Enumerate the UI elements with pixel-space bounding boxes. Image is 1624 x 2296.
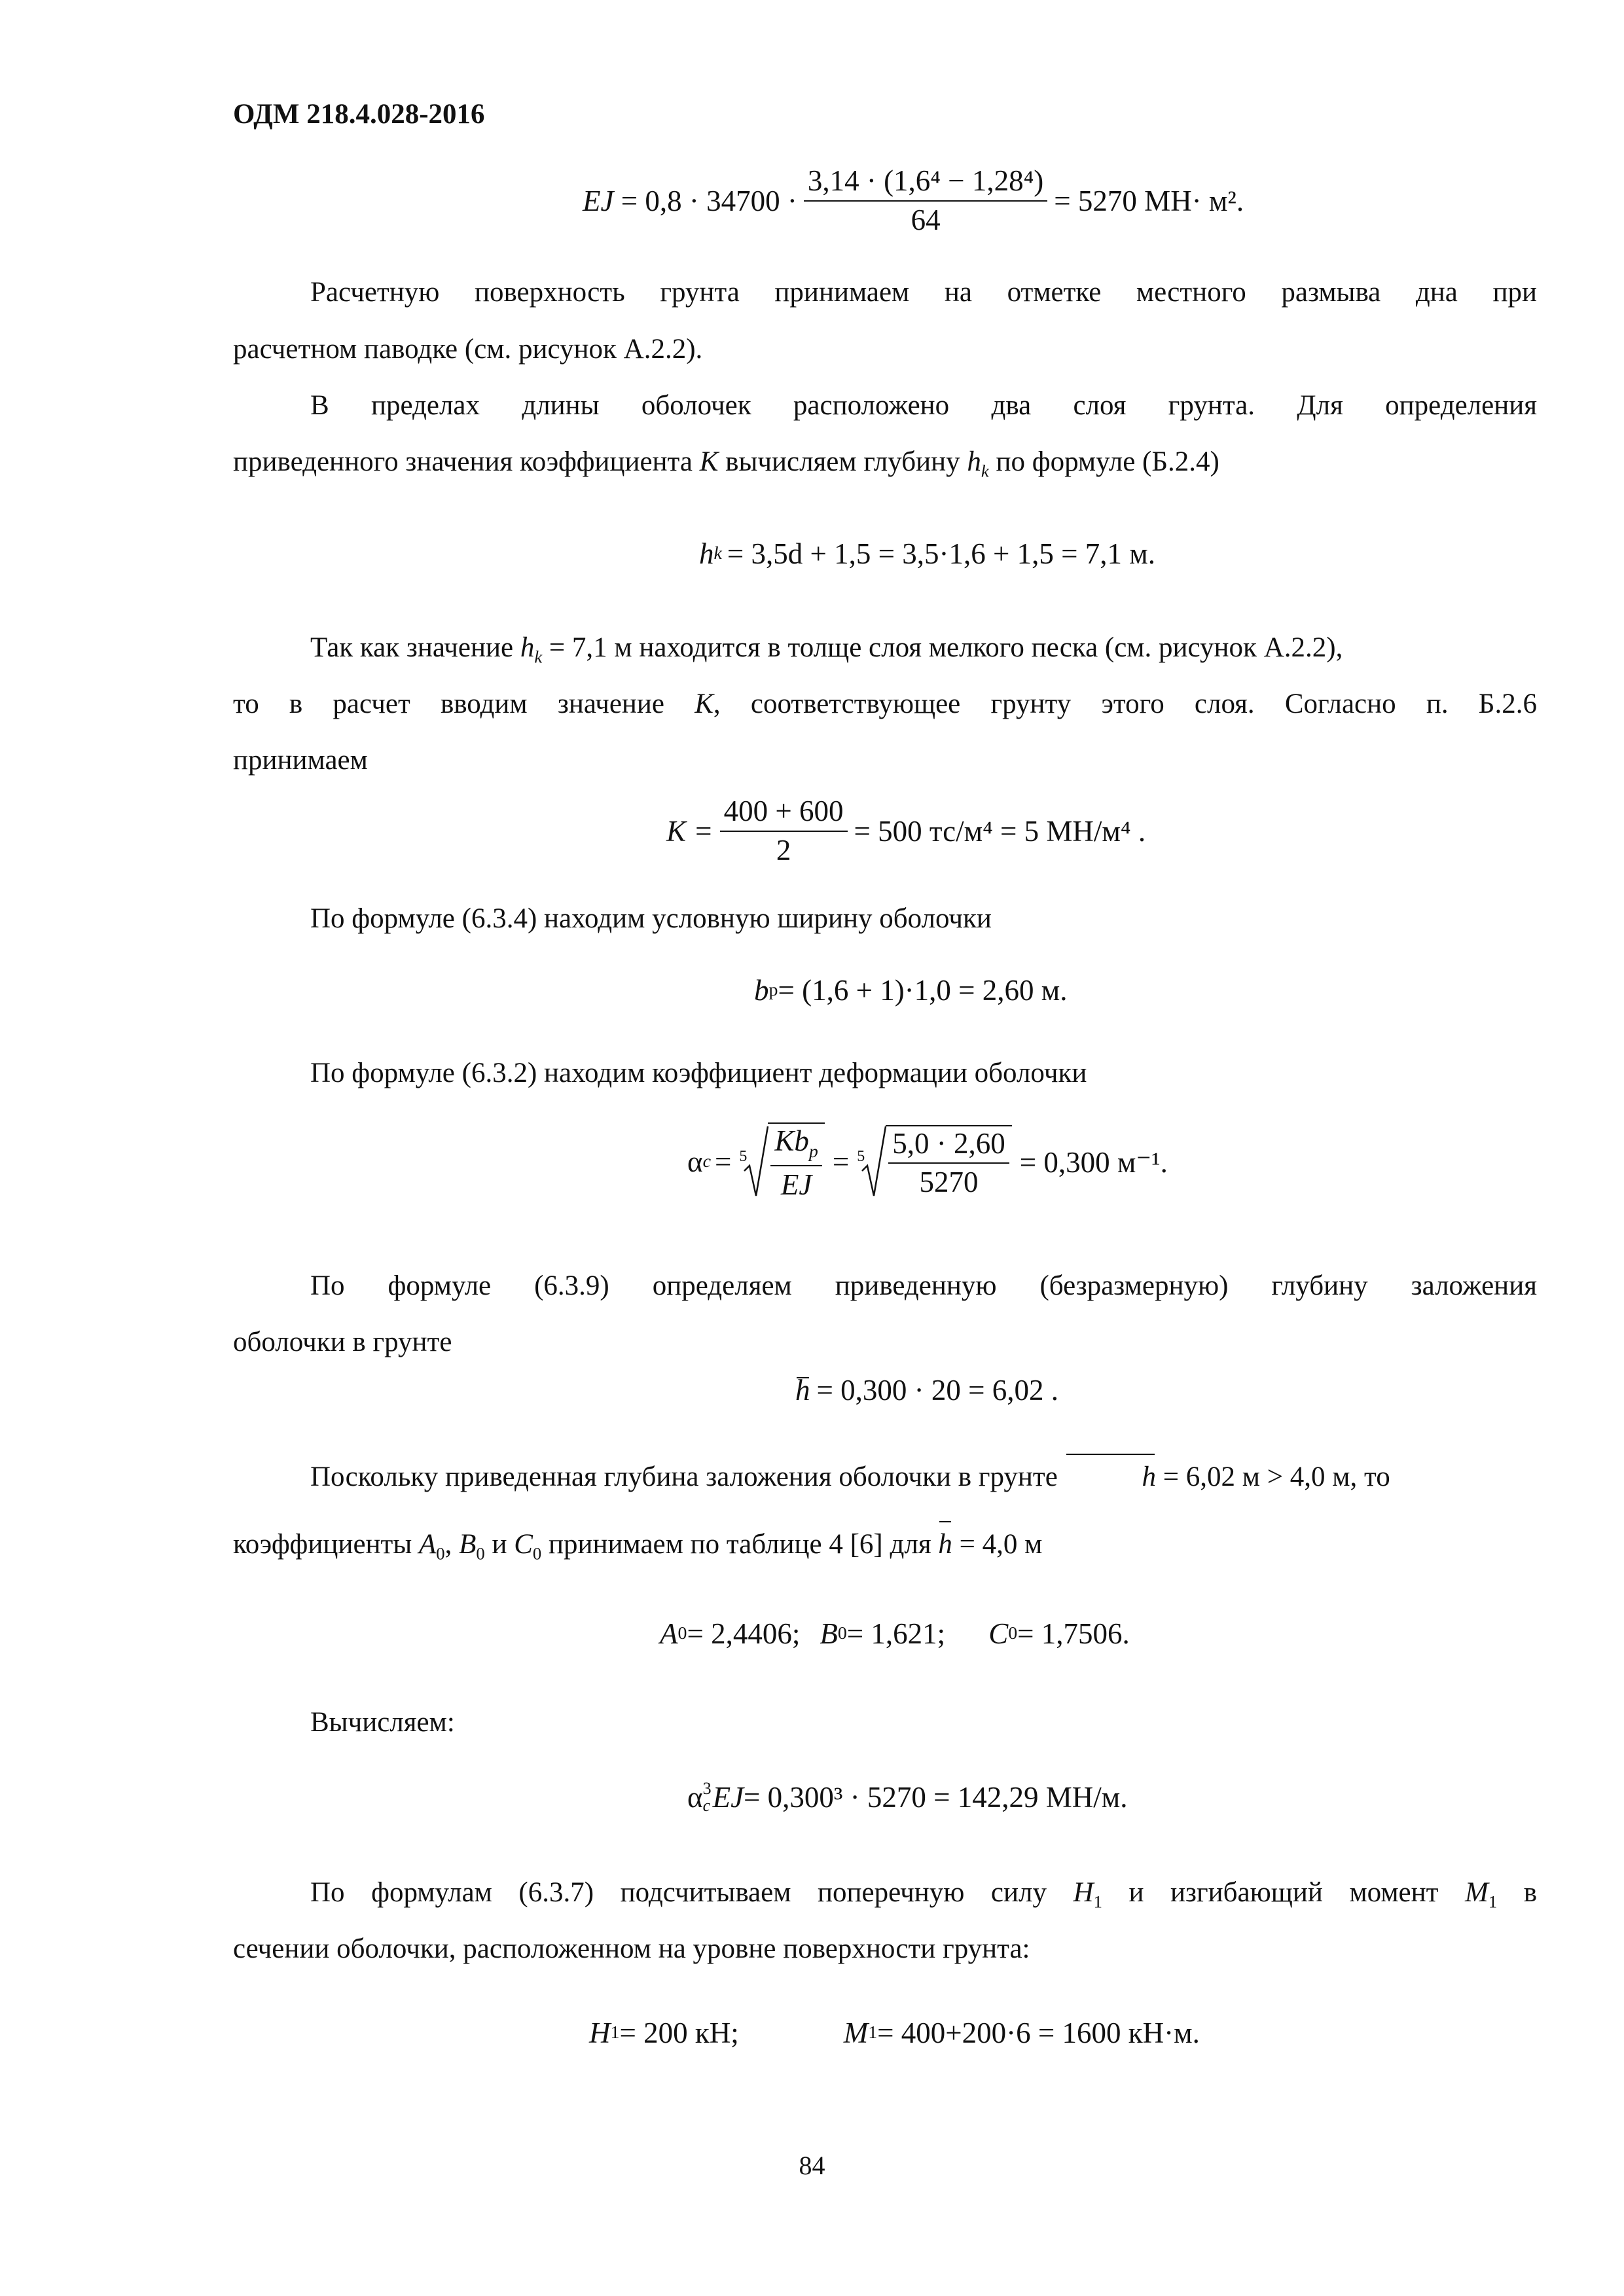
coef-b-symbol: B [820,1617,838,1650]
para3-line3: принимаем [233,745,368,776]
eq-a3-rhs: = 0,300³ · 5270 = 142,29 МН/м. [744,1781,1128,1814]
eq-k-numerator: 400 + 600 [720,795,848,832]
para7-symbol-hbar: h [1065,1450,1157,1504]
equation-coefficients [660,1617,1130,1651]
eq-alpha-root-index-2: 5 [857,1147,865,1165]
eq-h1-symbol: H [589,2017,611,2049]
page-number: 84 [799,2151,825,2180]
para2-line1: В пределах длины оболочек расположено два слоя грунта. Для определения [310,390,1537,421]
para9-sub-h: 1 [1093,1892,1102,1912]
para3-text-b: = 7,1 м находится в толще слоя мелкого песка (см. рисунок А.2.2), [542,632,1343,663]
eq-alpha-kb-sub: p [808,1141,818,1162]
eq-h1-sub: 1 [610,2022,620,2043]
para7-symbol-b: B [459,1529,477,1560]
eq-alpha-rhs: = 0,300 м⁻¹. [1019,1145,1168,1179]
para9-symbol-m: M [1465,1877,1489,1908]
para3-symbol-k: K [695,689,713,719]
para6-line2: оболочки в грунте [233,1327,452,1357]
para9-text-a: По формулам (6.3.7) подсчитываем поперечную силу [310,1877,1074,1908]
para7-text-d: , [444,1529,460,1560]
para9-text-c: в [1497,1877,1538,1908]
para9-sub-m: 1 [1488,1892,1498,1912]
coef-a-symbol: A [660,1617,678,1650]
eq-alpha-kb: Kb [774,1124,809,1157]
para2-text-a: приведенного значения коэффициента [233,446,700,477]
para7-symbol-c: C [514,1529,533,1560]
para2-symbol-h-sub: k [981,461,989,481]
coef-c-symbol: C [988,1617,1009,1650]
eq-alpha-denominator-1: EJ [780,1168,812,1201]
para3-text-c: то в расчет вводим значение [233,689,695,719]
para7-line2 [233,1517,1537,1581]
equation-hk [699,537,1155,571]
para3-text-d: , соответствующее грунту этого слоя. Согласно п. Б.2.6 [713,689,1537,719]
para3-line1 [233,620,1537,685]
eq-alpha-under-2 [886,1125,1012,1199]
eq-alpha-radical-2 [857,1125,1012,1199]
para5: По формуле (6.3.2) находим коэффициент деформации оболочки [310,1058,1087,1088]
radical-sign-icon [743,1125,769,1198]
eq-alpha-under-1 [768,1122,824,1201]
document-header: ОДМ 218.4.028-2016 [233,99,485,130]
equation-alpha: α c = 5 $\frac{Kb_p}{EJ}$ = 5 $\frac{5,0 \cdot 2,60}{5270}$ = 0,300 м⁻¹. [687,1122,1168,1201]
eq-alpha-denominator-2: 5270 [919,1166,979,1199]
para9-line2: сечении оболочки, расположенном на уровне поверхности грунта: [233,1933,1030,1964]
para6-line1: По формуле (6.3.9) определяем приведенную (безразмерную) глубину заложения [310,1270,1537,1301]
eq-m1-symbol: M [843,2017,869,2049]
para2-text-c: по формуле (Б.2.4) [988,446,1219,477]
eq-hbar-rhs: = 0,300 · 20 = 6,02 . [816,1374,1058,1407]
para7-text-e: и [484,1529,514,1560]
eq-alpha-fraction-1 [770,1125,821,1201]
equation-k [666,795,1146,867]
para3-line2 [233,677,1537,731]
para9-text-b: и изгибающий момент [1102,1877,1465,1908]
para7-sub-a: 0 [436,1543,445,1564]
eq-m1-sub: 1 [868,2022,878,2043]
coef-a-sub: 0 [677,1623,687,1643]
eq-alpha-numerator-1 [770,1125,821,1166]
eq-a3-ej: EJ [712,1781,744,1814]
equation-ej [583,165,1244,236]
para7-line1 [233,1450,1537,1504]
eq-a3-sub: c [702,1796,711,1815]
equation-hbar [795,1373,1058,1407]
para9-symbol-h: H [1073,1877,1094,1908]
para2-symbol-h: h [967,446,981,477]
eq-alpha-radical-1 [739,1122,824,1201]
eq-hk-lhs: h [699,537,714,570]
para7-text-g: = 4,0 м [952,1529,1043,1560]
para3-symbol-h-sub: k [534,647,543,667]
eq-ej-numerator: 3,14 · (1,6⁴ − 1,28⁴) [804,165,1047,202]
para8: Вычисляем: [310,1707,455,1738]
para7-text-f: принимаем по таблице 4 [6] для [541,1529,939,1560]
para9-line1 [233,1865,1537,1929]
eq-alpha-fraction-2 [888,1128,1009,1199]
eq-ej-lhs: EJ [583,184,614,217]
eq-ej-rhs: = 5270 МН· м². [1054,184,1244,217]
para7-sub-c: 0 [532,1543,542,1564]
para2-text-b: вычисляем глубину [718,446,967,477]
para4: По формуле (6.3.4) находим условную ширину оболочки [310,903,992,934]
coef-a-value: = 2,4406; [687,1617,801,1650]
para3-text-a: Так как значение [310,632,520,663]
eq-alpha-lhs: α [687,1145,703,1179]
eq-alpha-root-index-1: 5 [739,1147,748,1165]
eq-bp-rhs: = (1,6 + 1)·1,0 = 2,60 м. [778,974,1068,1007]
eq-hk-rhs: = 3,5d + 1,5 = 3,5·1,6 + 1,5 = 7,1 м. [727,537,1155,570]
eq-k-fraction [720,795,848,867]
equation-bp [754,973,1068,1007]
para1-line1: Расчетную поверхность грунта принимаем на отметке местного размыва дна при [310,277,1537,308]
eq-alpha-lhs-sub: c [702,1151,711,1172]
eq-bp-lhs: b [754,974,769,1007]
eq-a3-scripts [703,1780,712,1814]
coef-c-value: = 1,7506. [1017,1617,1130,1650]
eq-ej-denominator: 64 [911,203,941,236]
para7-sub-b: 0 [476,1543,485,1564]
para7-text-c: коэффициенты [233,1529,419,1560]
eq-h1-value: = 200 кН; [619,2017,739,2049]
coef-c-sub: 0 [1008,1623,1018,1643]
radical-sign-icon [861,1125,887,1198]
eq-ej-mid: = 0,8 · 34700 · [621,184,797,217]
coef-b-sub: 0 [837,1623,847,1643]
para7-symbol-hbar-2: h [938,1517,952,1571]
eq-a3-alpha: α [687,1781,703,1814]
para2-symbol-k: K [699,446,719,477]
eq-ej-fraction [804,165,1047,236]
eq-k-lhs: K = [666,814,713,848]
equation-h1-m1 [589,2016,1200,2050]
eq-m1-value: = 400+200·6 = 1600 кН·м. [877,2017,1200,2049]
para7-symbol-a: A [418,1529,437,1560]
para7-text-b: = 6,02 м > 4,0 м, то [1156,1462,1390,1492]
eq-bp-lhs-sub: р [768,980,778,1000]
eq-hbar-lhs: h [795,1374,810,1407]
coef-b-value: = 1,621; [846,1617,946,1650]
para2-line2 [233,435,1537,499]
eq-k-denominator: 2 [776,833,791,867]
para3-symbol-h: h [520,632,535,663]
para1-line2: расчетном паводке (см. рисунок А.2.2). [233,334,703,365]
eq-a3-sup: 3 [702,1779,712,1798]
eq-hk-lhs-sub: k [713,543,722,564]
eq-alpha-numerator-2: 5,0 · 2,60 [888,1128,1009,1164]
equation-alpha3-ej [687,1780,1128,1814]
para7-text-a: Поскольку приведенная глубина заложения оболочки в грунте [310,1462,1065,1492]
eq-k-rhs: = 500 тс/м⁴ = 5 МН/м⁴ . [854,814,1146,848]
